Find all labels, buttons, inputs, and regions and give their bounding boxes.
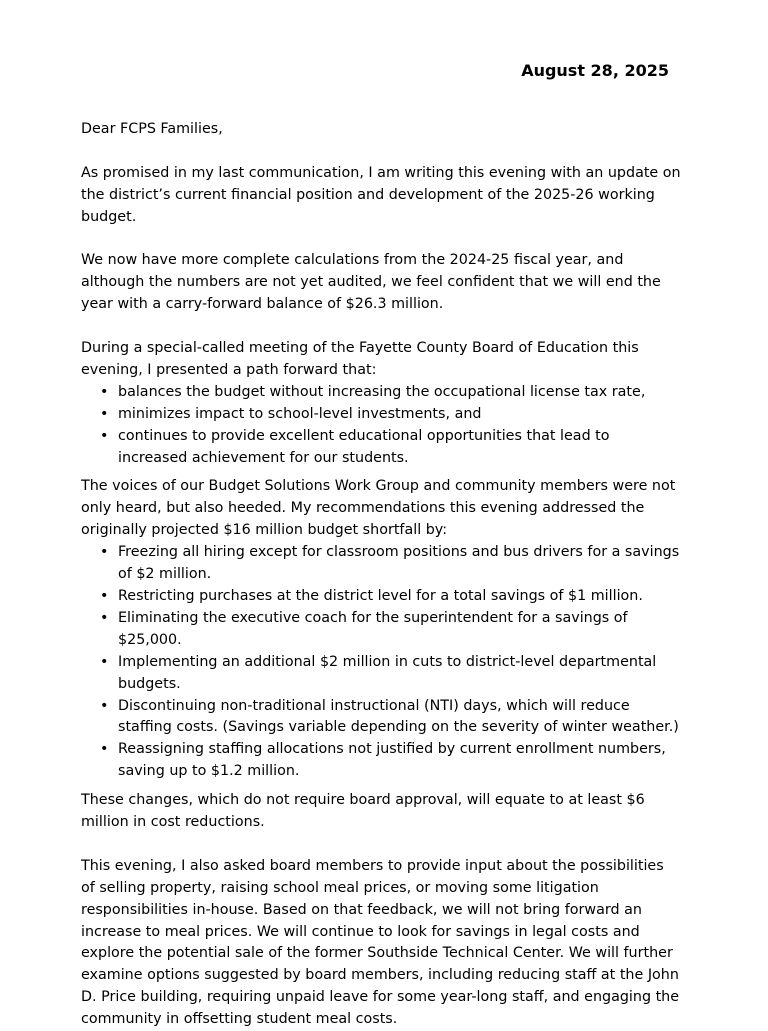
list-item: • Discontinuing non-traditional instructional (NTI) days, which will reduce staffing costs. (Savings variable depending on the severity of winter weather.) [118, 696, 681, 740]
list-item: • balances the budget without increasing the occupational license tax rate, [118, 382, 681, 404]
paragraph-cost-reductions: These changes, which do not require board approval, will equate to at least $6 million in cost reductions. [81, 792, 645, 831]
paragraph-recommendations: The voices of our Budget Solutions Work Group and community members were not only heard, but also heeded. My recommendations this evening addressed the originally projected $16 million budget shortfall by: [81, 478, 676, 539]
list-item: • Reassigning staffing allocations not justified by current enrollment numbers, saving up to $1.2 million. [118, 739, 681, 783]
letter-body [81, 119, 681, 1031]
paragraph-update: As promised in my last communication, I am writing this evening with an update on the district’s current financial position and development of the 2025-26 working budget. [81, 164, 681, 225]
list-item: • Implementing an additional $2 million in cuts to district-level departmental budgets. [118, 652, 681, 696]
paragraph-path-forward: During a special-called meeting of the Fayette County Board of Education this evening, I presented a path forward that: [81, 340, 639, 378]
list-item: • minimizes impact to school-level investments, and [118, 404, 681, 426]
list-item: • Restricting purchases at the district level for a total savings of $1 million. [118, 586, 681, 608]
list-item: • Freezing all hiring except for classroom positions and bus drivers for a savings of $2 million. [118, 542, 681, 586]
paragraph-fiscal-year: We now have more complete calculations from the 2024-25 fiscal year, and although the numbers are not yet audited, we feel confident that we will end the year with a carry-forward balance of $26.3 million. [81, 252, 661, 313]
list-item: • continues to provide excellent educational opportunities that lead to increased achievement for our students. [118, 426, 681, 470]
greeting: Dear FCPS Families, [81, 121, 223, 137]
list-item: • Eliminating the executive coach for the superintendent for a savings of $25,000. [118, 608, 681, 652]
path-forward-list [81, 382, 681, 470]
paragraph-board-input: This evening, I also asked board members to provide input about the possibilities of selling property, raising school meal prices, or moving some litigation responsibilities in-house. Based on that feedback, we will not bring forward an increase to meal prices. We will continue to look for savings in legal costs and explore the potential sale of the former Southside Technical Center. We will further examine options suggested by board members, including reducing staff at the John D. Price building, requiring unpaid leave for some year-long staff, and engaging the community in offsetting student meal costs. [81, 857, 680, 1028]
recommendations-list [81, 542, 681, 783]
letter-date: August 28, 2025 [521, 61, 669, 80]
